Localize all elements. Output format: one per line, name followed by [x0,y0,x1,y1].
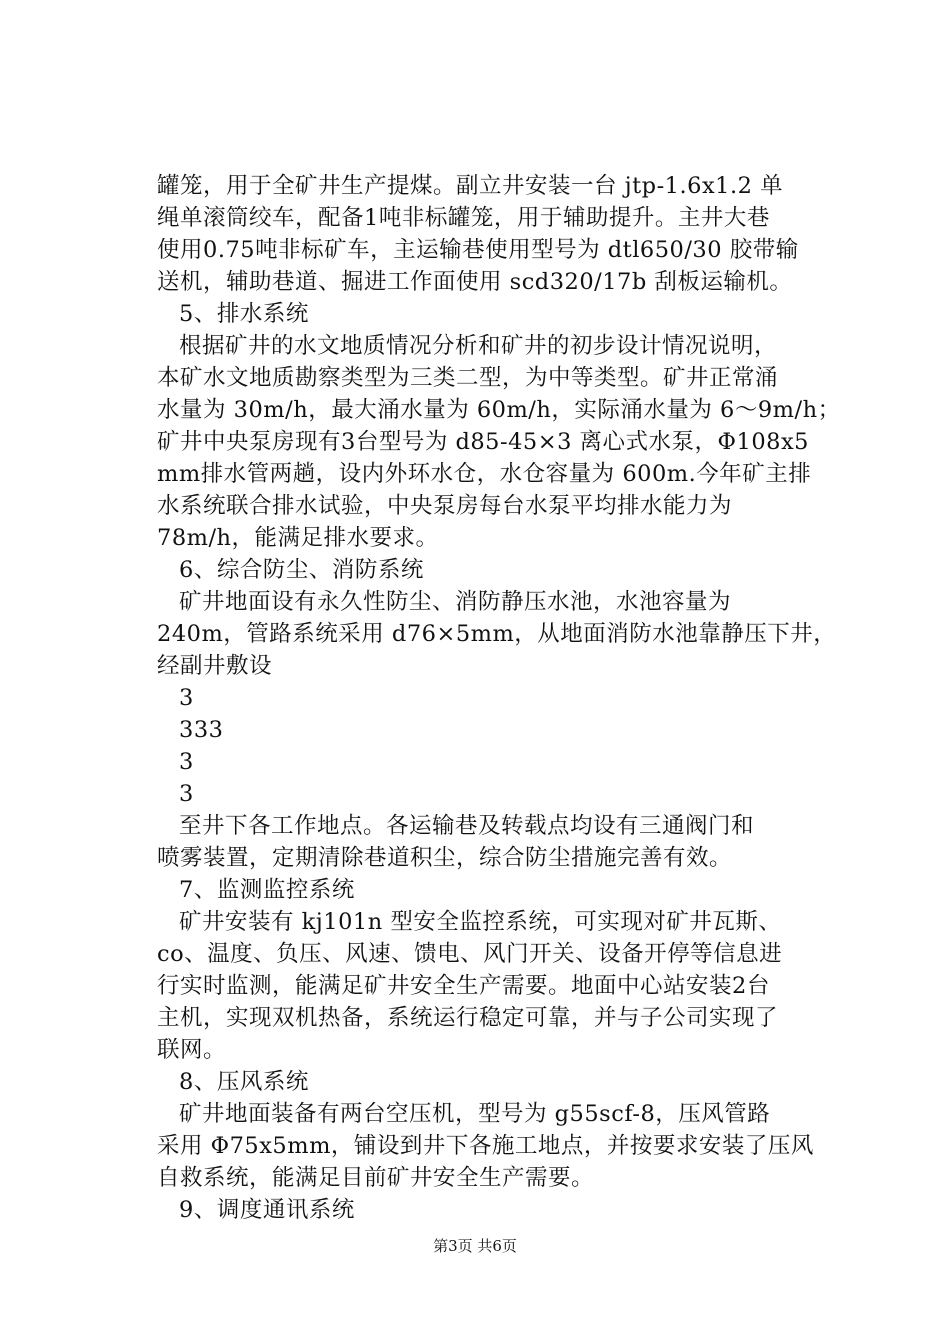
text-line: 6、综合防尘、消防系统 [179,557,424,583]
text-line: 罐笼，用于全矿井生产提煤。副立井安装一台 jtp-1.6x1.2 单 [157,173,784,199]
text-line: 送机，辅助巷道、掘进工作面使用 scd320/17b 刮板运输机。 [157,269,793,295]
text-line: 78m/h，能满足排水要求。 [157,525,439,551]
text-line: 3 [179,781,194,807]
text-line: 9、调度通讯系统 [179,1197,355,1223]
text-line: 喷雾装置，定期清除巷道积尘，综合防尘措施完善有效。 [157,845,733,871]
text-line: 自救系统，能满足目前矿井安全生产需要。 [157,1165,595,1191]
text-line: 采用 Φ75x5mm，铺设到井下各施工地点，并按要求安装了压风 [157,1133,814,1159]
text-line: 根据矿井的水文地质情况分析和矿井的初步设计情况说明， [179,333,778,359]
text-line: 矿井中央泵房现有3台型号为 d85-45×3 离心式水泵，Φ108x5 [157,429,809,455]
page-footer: 第3页 共6页 [433,1237,517,1255]
text-line: co、温度、负压、风速、馈电、风门开关、设备开停等信息进 [157,941,783,967]
text-line: 行实时监测，能满足矿井安全生产需要。地面中心站安装2台 [157,973,770,999]
text-line: 绳单滚筒绞车，配备1吨非标罐笼，用于辅助提升。主井大巷 [157,205,770,231]
text-line: 240m，管路系统采用 d76×5mm，从地面消防水池靠静压下井， [157,621,837,647]
text-line: 3 [179,749,194,775]
text-line: 矿井地面设有永久性防尘、消防静压水池，水池容量为 [179,589,732,615]
text-line: 经副井敷设 [157,653,273,679]
text-line: 本矿水文地质勘察类型为三类二型，为中等类型。矿井正常涌 [157,365,779,391]
text-line: 333 [179,717,224,743]
text-line: 7、监测监控系统 [179,877,355,903]
text-line: mm排水管两趟，设内外环水仓，水仓容量为 600m.今年矿主排 [157,461,812,487]
text-line: 矿井地面装备有两台空压机，型号为 g55scf-8，压风管路 [179,1101,771,1127]
text-line: 矿井安装有 kj101n 型安全监控系统，可实现对矿井瓦斯、 [179,909,782,935]
text-line: 8、压风系统 [179,1069,309,1095]
text-line: 水系统联合排水试验，中央泵房每台水泵平均排水能力为 [157,493,733,519]
text-line: 3 [179,685,194,711]
text-line: 5、排水系统 [179,301,309,327]
text-line: 至井下各工作地点。各运输巷及转载点均设有三通阀门和 [179,813,755,839]
text-line: 联网。 [157,1037,227,1063]
text-line: 主机，实现双机热备，系统运行稳定可靠，并与子公司实现了 [157,1005,779,1031]
document-body [157,170,841,1226]
text-line: 水量为 30m/h，最大涌水量为 60m/h，实际涌水量为 6～9m/h； [157,397,841,423]
text-line: 使用0.75吨非标矿车，主运输巷使用型号为 dtl650/30 胶带输 [157,237,799,263]
